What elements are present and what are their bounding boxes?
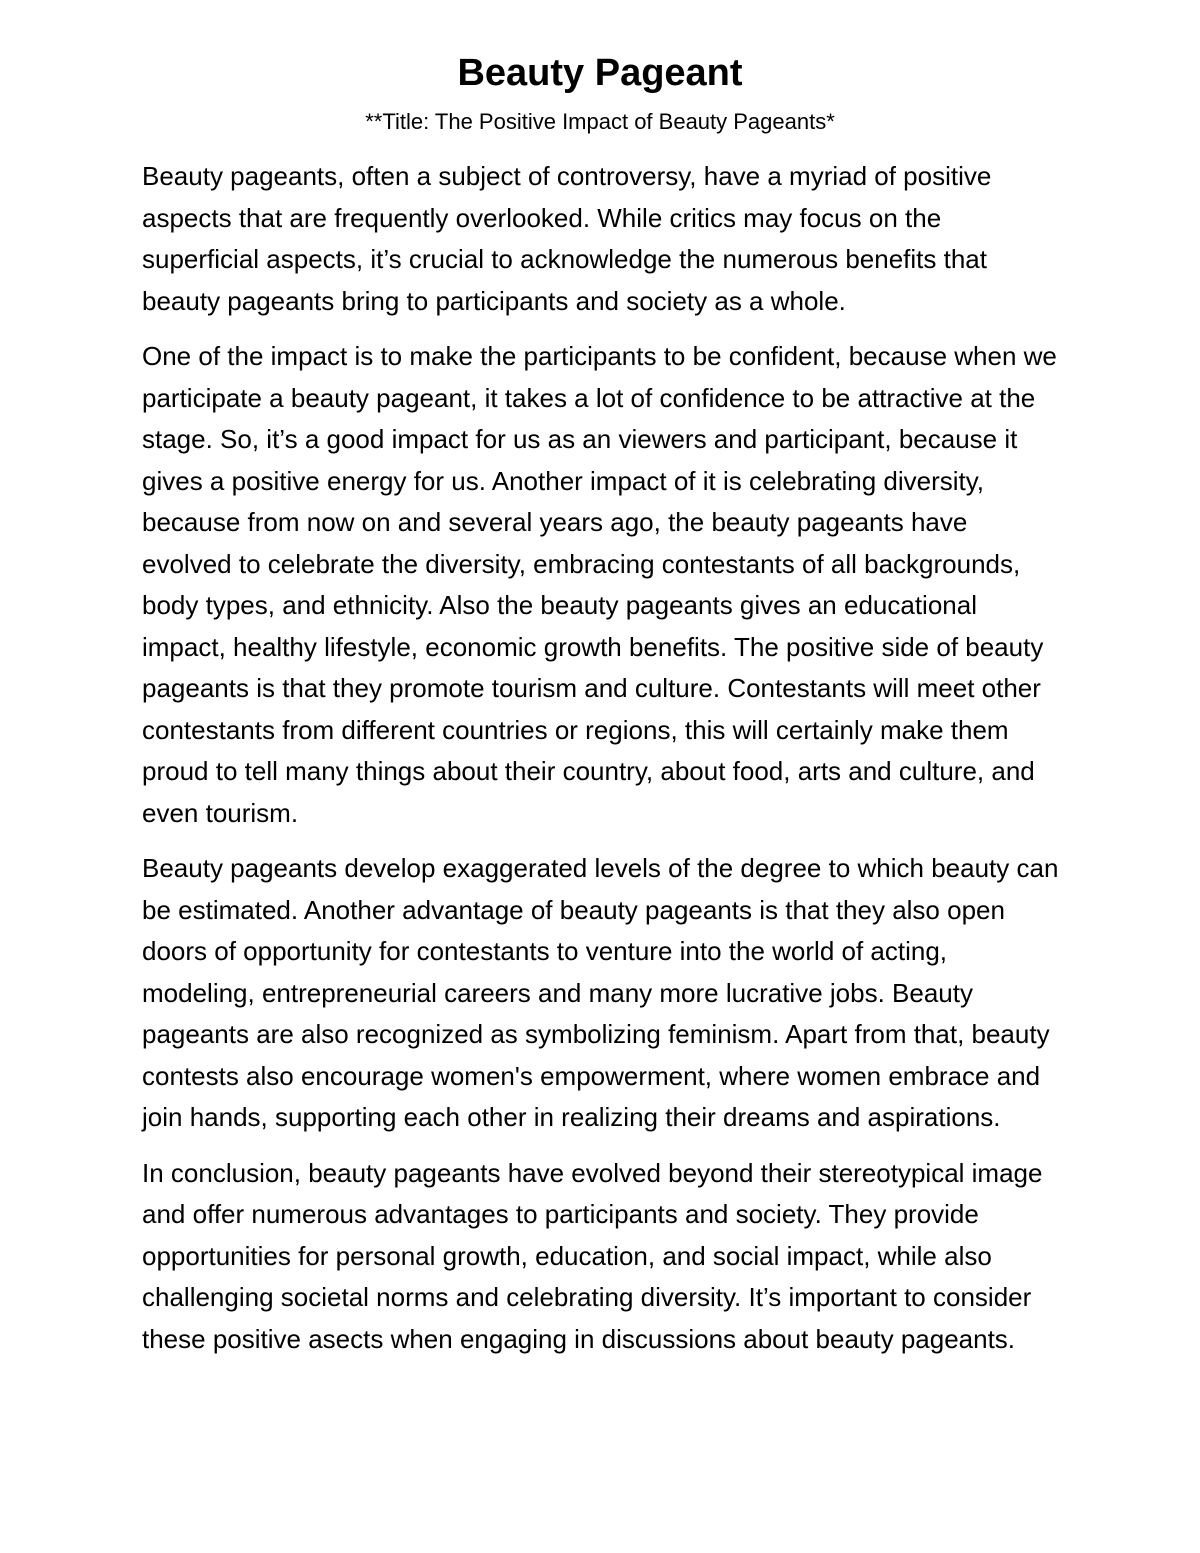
document-subtitle: **Title: The Positive Impact of Beauty Pageants* xyxy=(365,109,835,134)
paragraph-advantages: Beauty pageants develop exaggerated levels of the degree to which beauty can be estimated. Another advantage of beauty pageants is that they also open doors of opportunity for contestants to venture into the world of acting, modeling, entrepreneurial careers and many more lucrative jobs. Beauty pageants are also recognized as symbolizing feminism. Apart from that, beauty contests also encourage women's empowerment, where women embrace and join hands, supporting each other in realizing their dreams and aspirations. xyxy=(142,853,1059,1132)
paragraph-conclusion: In conclusion, beauty pageants have evolved beyond their stereotypical image and offer numerous advantages to participants and society. They provide opportunities for personal growth, education, and social impact, while also challenging societal norms and celebrating diversity. It’s important to consider these positive asects when engaging in discussions about beauty pageants. xyxy=(142,1157,1043,1354)
paragraph-introduction: Beauty pageants, often a subject of controversy, have a myriad of positive aspects that are frequently overlooked. While critics may focus on the superficial aspects, it’s crucial to acknowledge the numerous benefits that beauty pageants bring to participants and society as a whole. xyxy=(142,161,992,316)
paragraph-impacts: One of the impact is to make the participants to be confident, because when we participate a beauty pageant, it takes a lot of confidence to be attractive at the stage. So, it’s a good impact for us as an viewers and participant, because it gives a positive energy for us. Another impact of it is celebrating diversity, because from now on and several years ago, the beauty pageants have evolved to celebrate the diversity, embracing contestants of all backgrounds, body types, and ethnicity. Also the beauty pageants gives an educational impact, healthy lifestyle, economic growth benefits. The positive side of beauty pageants is that they promote tourism and culture. Contestants will meet other contestants from different countries or regions, this will certainly make them proud to tell many things about their country, about food, arts and culture, and even tourism. xyxy=(142,341,1057,828)
document-body xyxy=(142,156,1062,1374)
document-title: Beauty Pageant xyxy=(457,52,743,94)
